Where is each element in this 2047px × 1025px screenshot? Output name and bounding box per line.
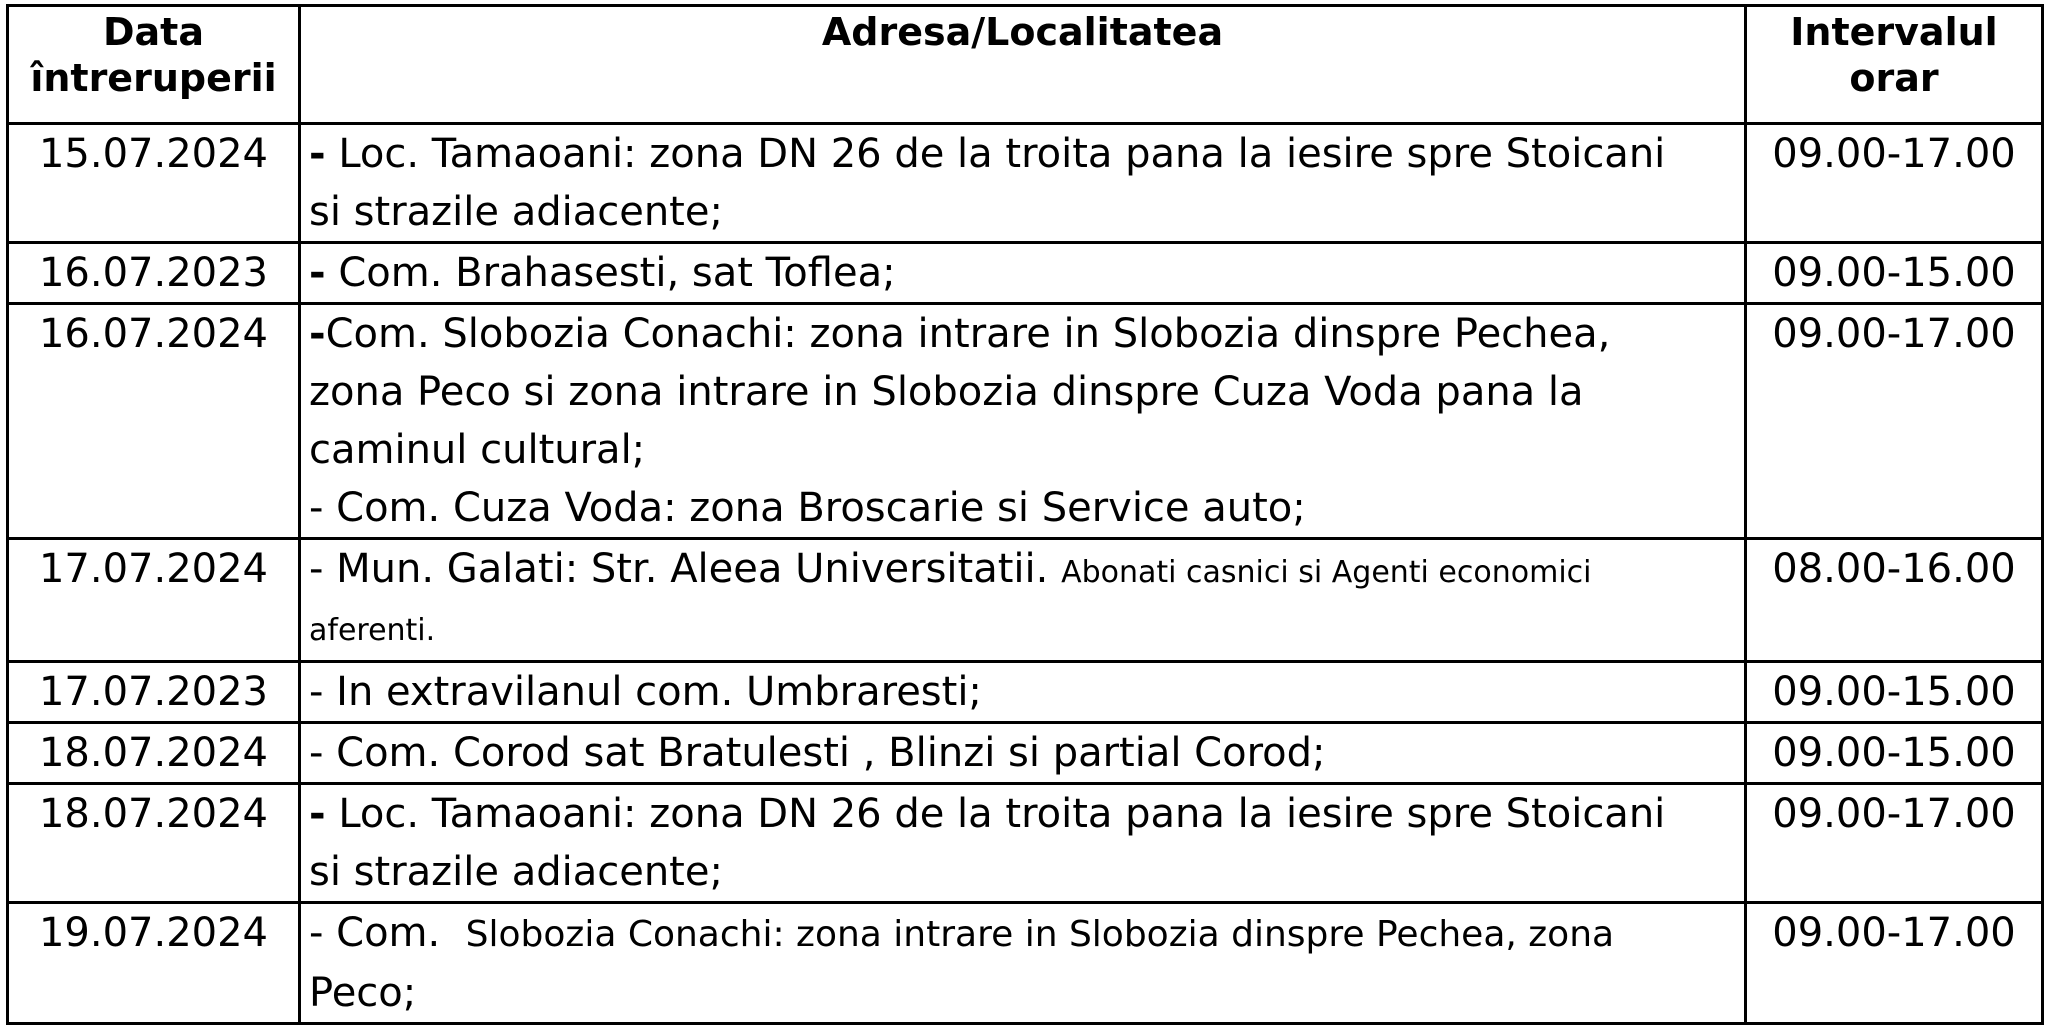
header-time-line1: Intervalul	[1790, 10, 1998, 54]
row-time: 09.00-17.00	[1746, 124, 2043, 243]
address-line: Peco;	[309, 970, 417, 1016]
row-address	[300, 243, 1746, 304]
row-date: 17.07.2023	[8, 662, 300, 723]
row-address	[300, 124, 1746, 243]
address-line: si strazile adiacente;	[309, 189, 723, 235]
row-time: 09.00-15.00	[1746, 243, 2043, 304]
row-address	[300, 723, 1746, 784]
row-address	[300, 539, 1746, 662]
table-row	[8, 243, 2043, 304]
address-note: Abonati casnici si Agenti economici	[1061, 555, 1592, 590]
row-date: 16.07.2023	[8, 243, 300, 304]
table-row	[8, 539, 2043, 662]
address-line: Loc. Tamaoani: zona DN 26 de la troita pana la iesire spre Stoicani	[338, 131, 1666, 177]
row-time: 08.00-16.00	[1746, 539, 2043, 662]
row-date: 15.07.2024	[8, 124, 300, 243]
address-line: Loc. Tamaoani: zona DN 26 de la troita pana la iesire spre Stoicani	[338, 791, 1666, 837]
address-note-line2: aferenti.	[309, 613, 436, 648]
row-date: 18.07.2024	[8, 723, 300, 784]
header-time	[1746, 6, 2043, 124]
row-address	[300, 662, 1746, 723]
address-line: si strazile adiacente;	[309, 849, 723, 895]
row-date: 18.07.2024	[8, 784, 300, 903]
header-address-label: Adresa/Localitatea	[821, 10, 1224, 54]
row-time: 09.00-17.00	[1746, 903, 2043, 1024]
dash-marker: -	[309, 311, 326, 357]
row-time: 09.00-17.00	[1746, 304, 2043, 539]
address-line: - Mun. Galati: Str. Aleea Universitatii.	[309, 546, 1049, 592]
table-row	[8, 784, 2043, 903]
address-line: - In extravilanul com. Umbraresti;	[309, 669, 982, 715]
row-address	[300, 304, 1746, 539]
row-date: 16.07.2024	[8, 304, 300, 539]
dash-marker: -	[309, 131, 326, 177]
header-date	[8, 6, 300, 124]
address-line: Com. Brahasesti, sat Toflea;	[338, 250, 896, 296]
dash-marker: -	[309, 250, 326, 296]
table-row	[8, 124, 2043, 243]
header-date-line1: Data	[103, 10, 204, 54]
table-header-row	[8, 6, 2043, 124]
table-row	[8, 304, 2043, 539]
address-line: - Com. Cuza Voda: zona Broscarie si Service auto;	[309, 485, 1306, 531]
dash-marker: -	[309, 791, 326, 837]
row-date: 19.07.2024	[8, 903, 300, 1024]
header-time-line2: orar	[1849, 56, 1939, 100]
address-line: caminul cultural;	[309, 427, 646, 473]
address-line: Slobozia Conachi: zona intrare in Slobozia dinspre Pechea, zona	[465, 914, 1615, 955]
table-row	[8, 662, 2043, 723]
row-time: 09.00-15.00	[1746, 662, 2043, 723]
address-line: zona Peco si zona intrare in Slobozia dinspre Cuza Voda pana la	[309, 369, 1584, 415]
address-line: Com. Slobozia Conachi: zona intrare in Slobozia dinspre Pechea,	[325, 311, 1611, 357]
header-address	[300, 6, 1746, 124]
row-time: 09.00-17.00	[1746, 784, 2043, 903]
address-line: - Com. Corod sat Bratulesti , Blinzi si partial Corod;	[309, 730, 1326, 776]
address-prefix: - Com.	[309, 910, 441, 956]
row-time: 09.00-15.00	[1746, 723, 2043, 784]
row-address	[300, 784, 1746, 903]
table-row	[8, 723, 2043, 784]
outage-schedule-table	[6, 4, 2044, 1025]
table-row	[8, 903, 2043, 1024]
row-date: 17.07.2024	[8, 539, 300, 662]
row-address	[300, 903, 1746, 1024]
header-date-line2: întreruperii	[30, 56, 277, 100]
